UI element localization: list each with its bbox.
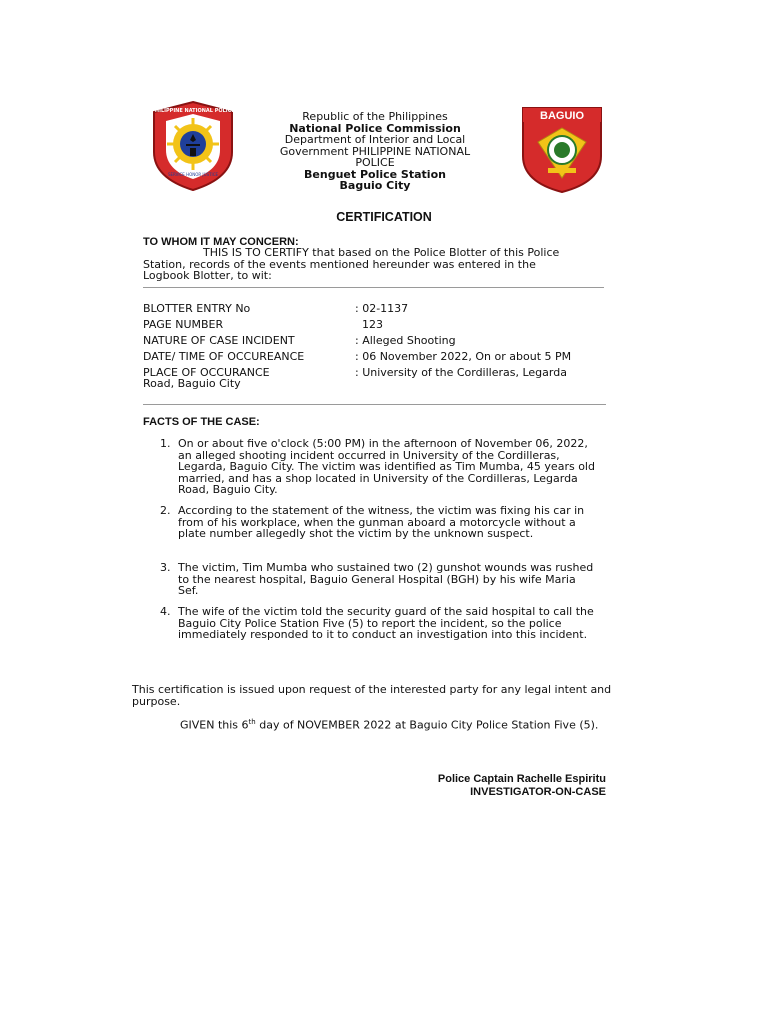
divider-bottom [143,404,606,405]
fact-number: 4. [160,605,171,618]
fact-text: The victim, Tim Mumba who sustained two (2) gunshot wounds was rushed to the nearest hospital, Baguio General Hospital (BGH) by his wife Maria Sef. [178,561,594,597]
pnp-seal-icon [148,100,238,192]
detail-value-blotter: : 02-1137 [355,302,409,315]
letterhead-city: Baguio City [339,179,411,192]
detail-label-blotter: BLOTTER ENTRY No [143,302,251,315]
detail-value-datetime: : 06 November 2022, On or about 5 PM [355,350,572,363]
letterhead-department: Department of Interior and Local [284,133,466,146]
letterhead-republic: Republic of the Philippines [302,110,448,123]
fact-text: On or about five o'clock (5:00 PM) in the afternoon of November 06, 2022, an alleged shooting incident occurred in University of the Cordilleras, Legarda, Baguio City. The victim was identified as Tim Mumba, 45 years old married, and has a shop located in University of the Cordilleras, Legarda Road, Baguio City. [178,437,595,496]
fact-number: 1. [160,437,171,450]
letterhead-station: Benguet Police Station [304,167,446,181]
facts-heading: FACTS OF THE CASE: [143,416,260,428]
divider-top [143,287,604,288]
detail-value-place: : University of the Cordilleras, Legarda [355,366,567,379]
closing-paragraph: This certification is issued upon request of the interested party for any legal intent and purpose. [132,683,612,708]
fact-text: According to the statement of the witness, the victim was fixing his car in from of his workplace, when the gunman aboard a motorcycle without a plate number allegedly shot the victim by the unknown suspect. [178,504,585,540]
detail-value-page: 123 [355,318,383,331]
letterhead-commission: National Police Commission [289,121,461,135]
fact-number: 2. [160,504,171,517]
detail-place-continuation: Road, Baguio City [143,377,241,390]
detail-label-nature: NATURE OF CASE INCIDENT [143,334,295,347]
signatory-name: Police Captain Rachelle Espiritu [437,773,606,785]
given-prefix: GIVEN this 6 [180,718,249,732]
letterhead [255,111,495,192]
baguio-banner: BAGUIO [540,110,584,122]
given-line [180,718,598,732]
salutation: TO WHOM IT MAY CONCERN: [143,236,299,248]
detail-value-nature: : Alleged Shooting [355,334,456,347]
letterhead-government: Government PHILIPPINE NATIONAL [279,144,471,158]
baguio-police-shield-icon [520,106,604,194]
given-ordinal: th [248,718,256,726]
detail-label-page: PAGE NUMBER [143,318,224,331]
svg-text:SERVICE HONOR JUSTICE: SERVICE HONOR JUSTICE [167,172,219,177]
signatory-title: INVESTIGATOR-ON-CASE [470,786,606,798]
detail-label-place: PLACE OF OCCURANCE [143,366,270,379]
letterhead-police: POLICE [355,156,395,169]
intro-paragraph: THIS IS TO CERTIFY that based on the Police Blotter of this Police Station, records of the events mentioned hereunder was entered in the Logbook Blotter, to wit: [143,246,560,282]
svg-text:PHILIPPINE NATIONAL POLICE: PHILIPPINE NATIONAL POLICE [151,108,235,114]
fact-number: 3. [160,561,171,574]
given-suffix: day of NOVEMBER 2022 at Baguio City Police Station Five (5). [255,718,599,732]
detail-label-datetime: DATE/ TIME OF OCCUREANCE [143,350,305,363]
document-title: CERTIFICATION [336,210,432,224]
fact-text: The wife of the victim told the security guard of the said hospital to call the Baguio City Police Station Five (5) to report the incident, so the police immediately responded to it to conduct an investigation into this incident. [178,605,594,641]
